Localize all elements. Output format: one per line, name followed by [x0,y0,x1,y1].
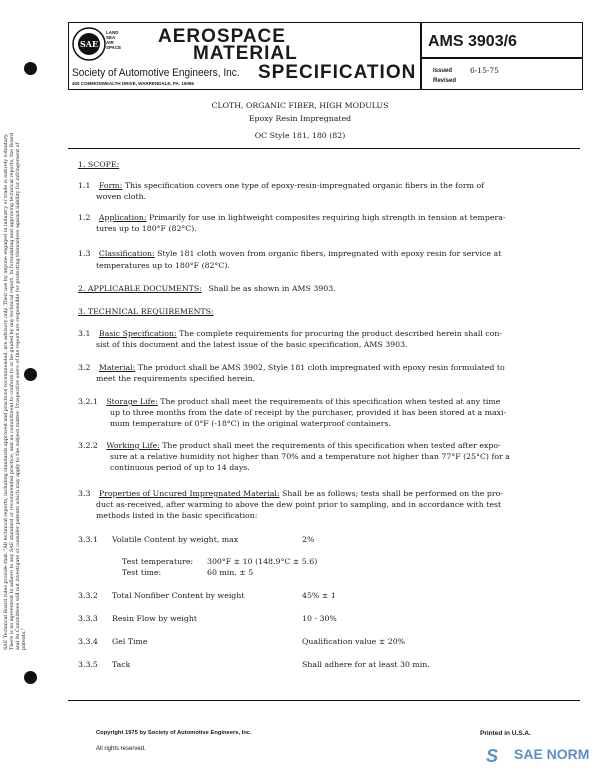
sae-emblem-icon [71,25,107,63]
section-3-3-text-line-3: methods listed in the basic specification: [96,511,258,520]
section-1-1-text-line-2: woven cloth. [96,192,147,201]
property-name: Tack [112,660,131,669]
rights-notice: All rights reserved. [96,746,146,752]
society-name: Society of Automotive Engineers, Inc. [72,67,240,79]
property-name: Total Nonfiber Content by weight [112,591,245,600]
section-3-heading: 3. TECHNICAL REQUIREMENTS: [78,307,214,316]
test-temperature-label: Test temperature: [122,557,194,566]
section-3-2-2-heading: Working Life: [106,441,160,450]
punch-hole-bottom [24,671,37,684]
section-3-3 [78,488,503,499]
section-3-2-2-text: The product shall meet the requirements of this specification when tested after expo- [162,441,501,450]
section-3-2-number: 3.2 [78,363,91,372]
property-num: 3.3.2 [78,591,98,600]
section-2-heading: 2. APPLICABLE DOCUMENTS: [78,284,202,293]
section-3-1-heading: Basic Specification: [98,329,177,338]
title-line-1: AEROSPACE [158,26,286,47]
property-name: Volatile Content by weight, max [112,535,239,544]
doc-title-line-1: CLOTH, ORGANIC FIBER, HIGH MODULUS [211,101,389,110]
title-separator [68,148,580,149]
revised-label: Revised [433,78,457,84]
section-2 [78,283,336,294]
bottom-separator [68,700,580,701]
section-1-3-heading: Classification: [98,249,155,258]
logo-caption: LAND SEA AIR SPACE [106,30,122,50]
society-address: 400 COMMONWEALTH DRIVE, WARRENDALE, PA. 15096 [72,81,194,86]
printed-in: Printed in U.S.A. [480,730,531,737]
section-1-1-text: This specification covers one type of epoxy-resin-impregnated organic fibers in the form of [124,181,485,190]
section-1-1-number: 1.1 [78,181,91,190]
section-3-3-number: 3.3 [78,489,91,498]
section-1-2-text-line-2: tures up to 180°F (82°C). [96,224,197,233]
watermark-text: SAE NORM [514,746,590,762]
property-value: 2% [302,535,315,544]
section-3-2-2 [78,440,501,451]
section-3-2-1-text-line-2: up to three months from the date of receipt by the purchaser, provided it has been stored at a maxi- [110,408,507,417]
sae-norm-watermark [486,742,596,772]
section-2-text: Shall be as shown in AMS 3903. [208,284,336,293]
ams-number: AMS 3903/6 [428,33,517,50]
section-1-3-text-line-2: temperatures up to 180°F (82°C). [96,261,230,270]
property-value: 45% ± 1 [302,591,336,600]
svg-text:S: S [486,746,499,766]
property-name: Gel Time [112,637,148,646]
property-num: 3.3.5 [78,660,98,669]
property-num: 3.3.3 [78,614,98,623]
section-3-2-1-number: 3.2.1 [78,397,98,406]
title-line-3: SPECIFICATION [258,62,417,83]
section-1-1 [78,180,484,191]
svg-text:SAE: SAE [79,39,99,49]
doc-title-line-3: OC Style 181, 180 (82) [254,131,346,140]
property-name: Resin Flow by weight [112,614,198,623]
sae-norm-logo-icon [486,744,510,766]
section-1-3 [78,248,501,259]
section-1-2-number: 1.2 [78,213,91,222]
section-3-2 [78,362,505,373]
section-1-2-text: Primarily for use in lightweight composites requiring high strength in tension at tempera- [148,213,506,222]
property-num: 3.3.4 [78,637,98,646]
copyright-notice: Copyright 1975 by Society of Automotive Engineers, Inc. [96,730,252,736]
section-3-2-2-number: 3.2.2 [78,441,98,450]
section-1-2 [78,212,506,223]
section-1-2-heading: Application: [98,213,147,222]
section-1-heading: 1. SCOPE: [78,160,120,169]
property-num: 3.3.1 [78,535,98,544]
header-divider-horizontal [420,57,582,59]
test-time-label: Test time: [122,568,162,577]
property-value: 10 - 30% [302,614,337,623]
technical-board-note: SAE Technical Board rules provide that: "All technical reports, including standards approved and practices recommended, are advisory only. Their use by anyone engaged in industry or trade is entirely voluntary. There is no agreement to adhere to any SAE standard or recommended practice, and no commitment to conform to or be guided by any technical report. In formulating and approving technical reports, the Board and its Committees will not investigate or consider patents which may apply to the subject matter. Prospective users of the report are responsible for protecting themselves against liability for infringement of patents." [4,132,27,650]
section-3-1 [78,328,502,339]
doc-title-line-2: Epoxy Resin Impregnated [248,114,352,123]
section-3-2-heading: Material: [98,363,136,372]
section-3-1-number: 3.1 [78,329,91,338]
section-3-3-heading: Properties of Uncured Impregnated Material: [98,489,280,498]
section-3-2-2-text-line-3: continuous period of up to 14 days. [110,463,250,472]
property-value: Shall adhere for at least 30 min. [302,660,430,669]
issued-label: Issued [433,68,453,74]
section-1-3-text: Style 181 cloth woven from organic fibers, impregnated with epoxy resin for service at [157,249,502,258]
section-3-1-text-line-2: sist of this document and the latest issue of the basic specification, AMS 3903. [96,340,408,349]
property-value: Qualification value ± 20% [302,637,406,646]
section-1-3-number: 1.3 [78,249,91,258]
section-1-1-heading: Form: [98,181,123,190]
test-temperature-value: 300°F ± 10 (148.9°C ± 5.6) [207,557,318,566]
title-line-2: MATERIAL [193,43,298,64]
section-3-3-text: Shall be as follows; tests shall be performed on the pro- [282,489,503,498]
section-3-2-text: The product shall be AMS 3902, Style 181 cloth impregnated with epoxy resin formulated to [137,363,505,372]
section-3-2-2-text-line-2: sure at a relative humidity not higher than 70% and a temperature not higher than 77°F (25°C) for a [110,452,510,461]
section-3-3-text-line-2: duct as-received, after warming to above the dew point prior to sampling, and in accordance with test [96,500,502,509]
test-time-value: 60 min. ± 5 [207,568,254,577]
header-divider [420,22,422,90]
section-3-2-1-text-line-3: mum temperature of 0°F (-18°C) in the original waterproof containers. [110,419,391,428]
issued-date: 6-15-75 [470,66,499,75]
section-3-2-text-line-2: meet the requirements specified herein. [96,374,256,383]
section-3-2-1-text: The product shall meet the requirements of this specification when tested at any time [160,397,501,406]
section-3-2-1-heading: Storage Life: [106,397,158,406]
punch-hole-top [24,62,37,75]
section-3-2-1 [78,396,500,407]
section-3-1-text: The complete requirements for procuring the product described herein shall con- [179,329,503,338]
